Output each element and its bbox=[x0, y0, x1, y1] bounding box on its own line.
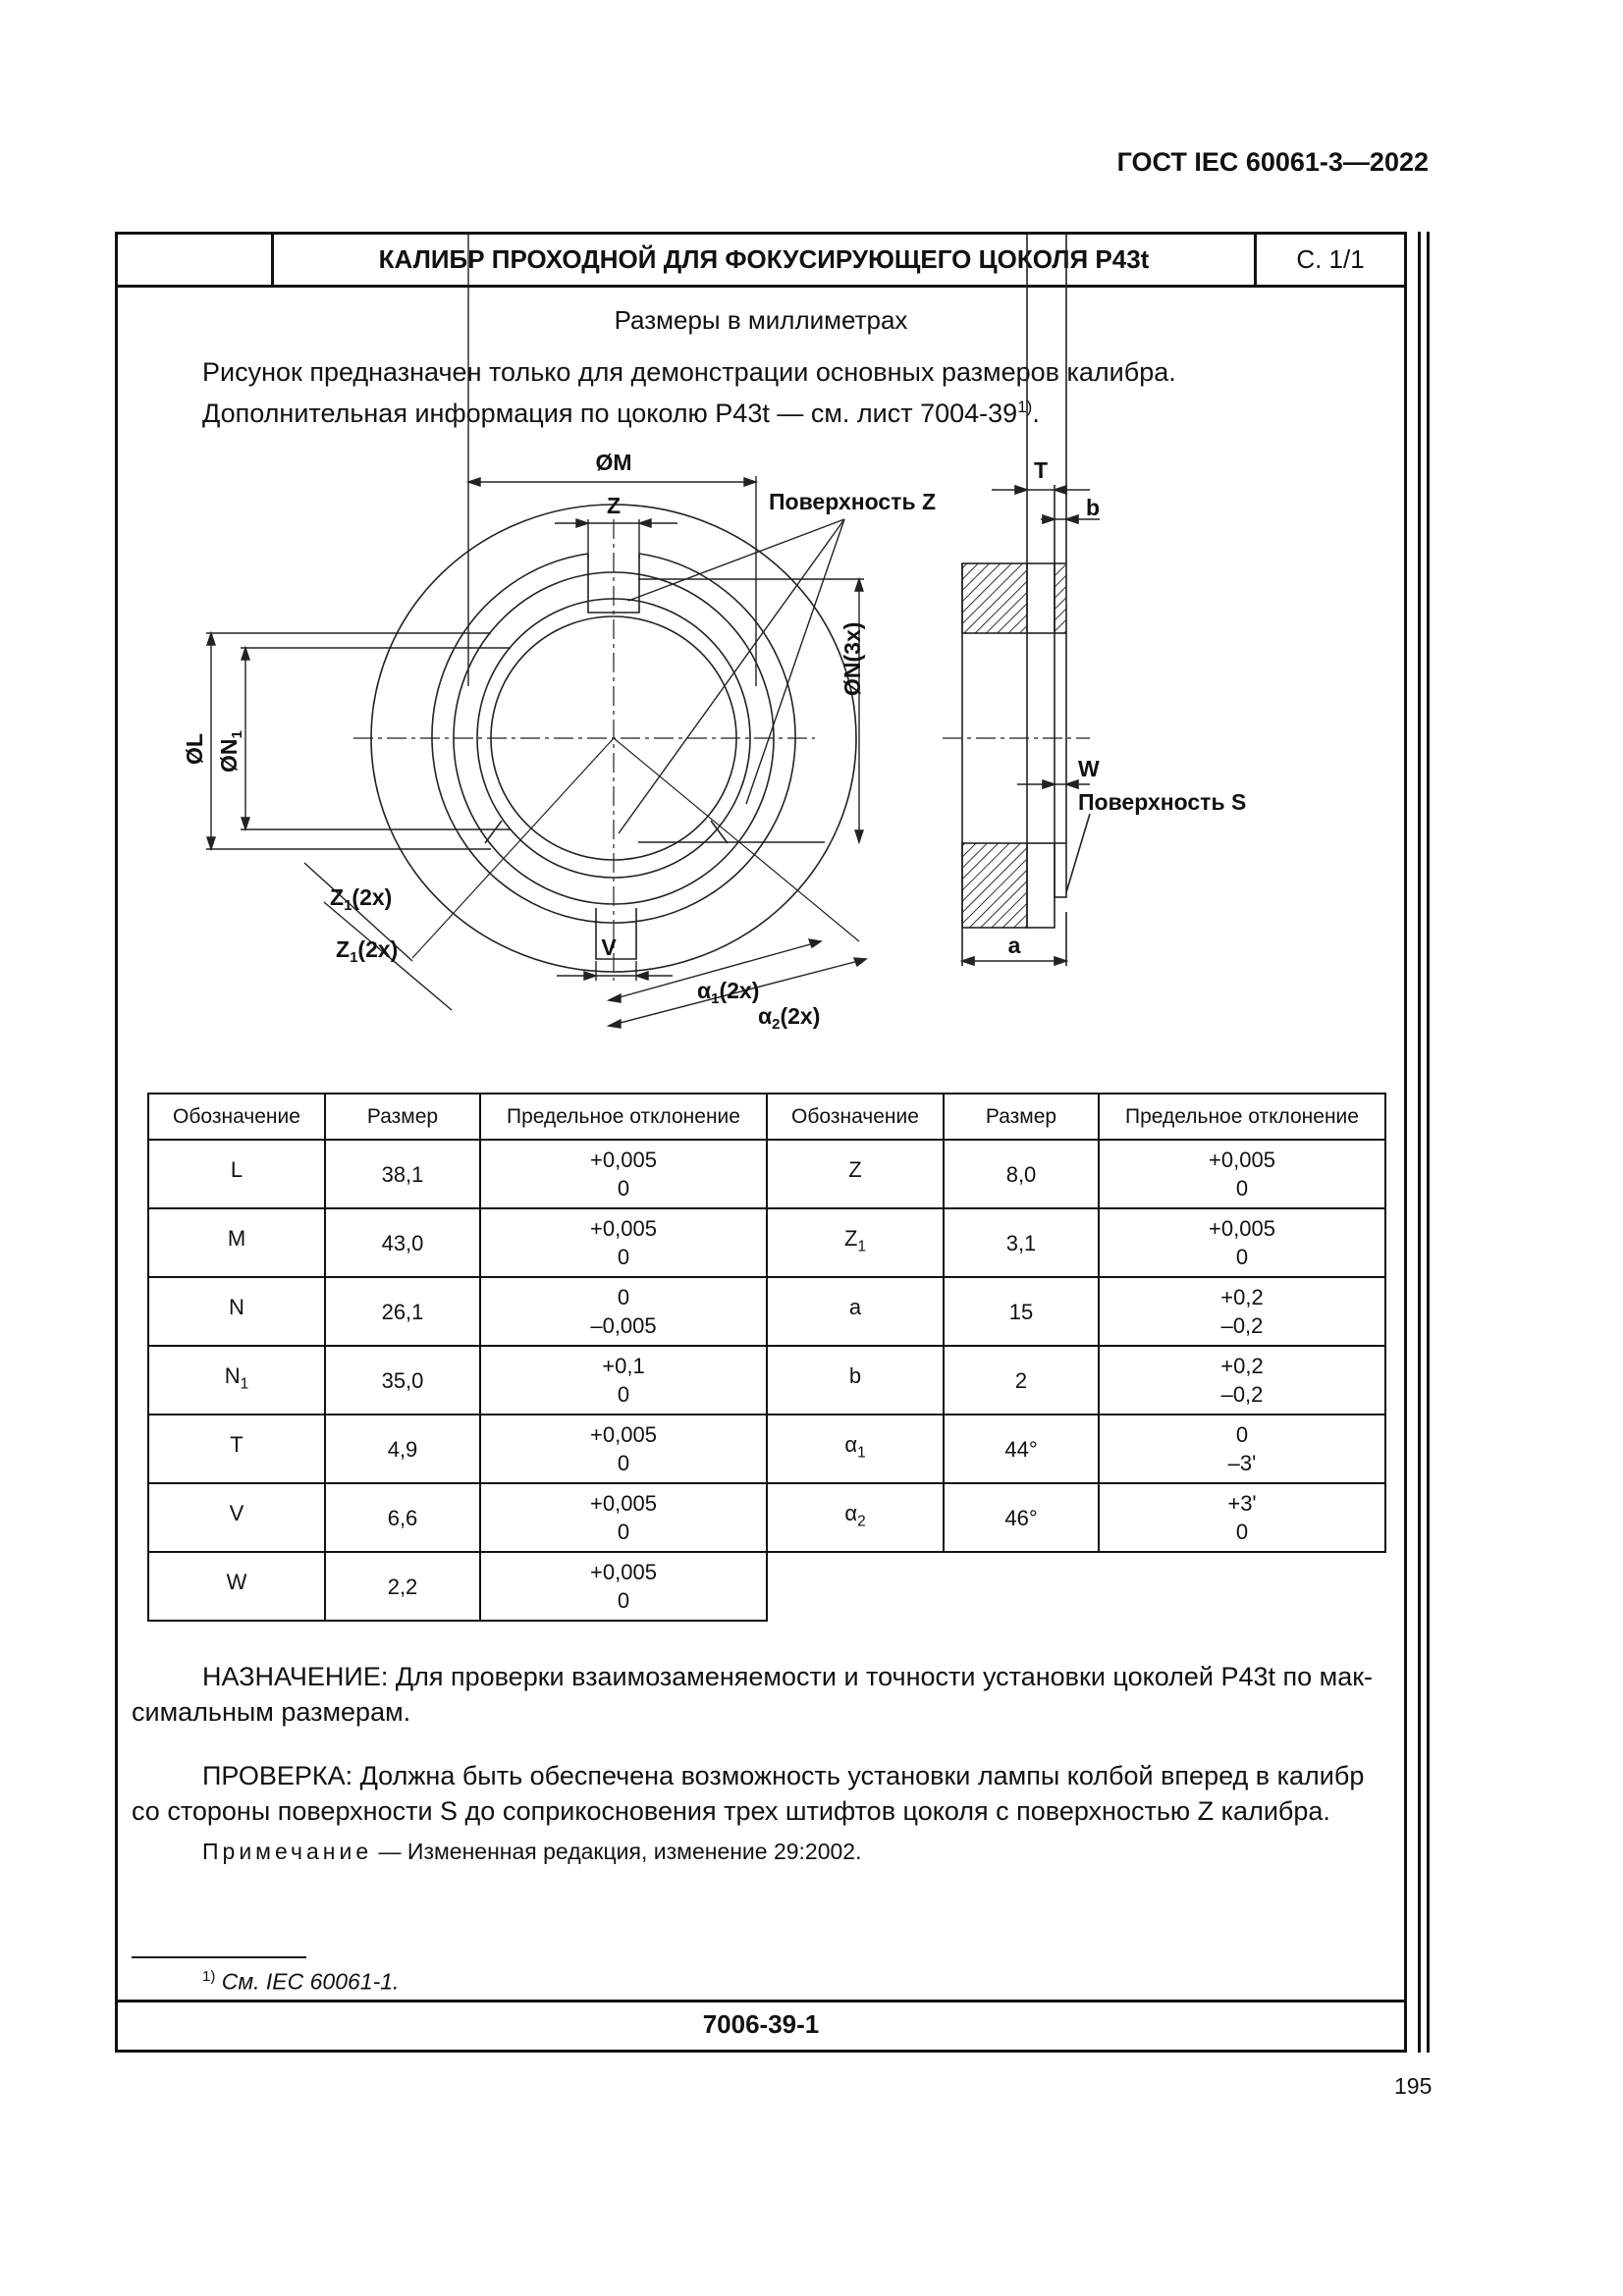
dimensions-table bbox=[147, 1093, 1386, 1622]
upper-deviation: 0 bbox=[617, 1285, 630, 1309]
designation-symbol: W bbox=[226, 1570, 247, 1595]
upper-deviation: 0 bbox=[1235, 1422, 1249, 1447]
right-designation bbox=[767, 1346, 944, 1415]
designation-subscript: 1 bbox=[857, 1238, 866, 1255]
table-header-cell: Обозначение bbox=[767, 1094, 944, 1140]
label-V: V bbox=[601, 934, 617, 960]
label-a: a bbox=[1007, 933, 1021, 958]
lower-deviation: 0 bbox=[617, 1176, 630, 1201]
label-Z1-lower bbox=[336, 936, 398, 966]
upper-deviation: +0,005 bbox=[1209, 1148, 1275, 1172]
sheet-code: 7006-39-1 bbox=[702, 2009, 820, 2039]
label-Z1-upper-tail: (2x) bbox=[352, 884, 393, 910]
upper-deviation: +3' bbox=[1227, 1491, 1257, 1516]
left-size: 35,0 bbox=[325, 1346, 480, 1415]
upper-deviation: +0,2 bbox=[1220, 1354, 1264, 1378]
lower-deviation: –0,2 bbox=[1220, 1382, 1264, 1407]
bottom-title-block bbox=[118, 2000, 1404, 2050]
gauge-drawing bbox=[118, 235, 1404, 1079]
table-row bbox=[148, 1552, 1385, 1621]
table-header-cell: Предельное отклонение bbox=[480, 1094, 767, 1140]
right-tolerance bbox=[1099, 1208, 1385, 1277]
left-designation bbox=[148, 1277, 325, 1346]
designation-symbol: T bbox=[230, 1432, 243, 1458]
left-tolerance bbox=[480, 1552, 767, 1621]
right-tolerance bbox=[1099, 1277, 1385, 1346]
upper-deviation: +0,005 bbox=[590, 1216, 657, 1241]
designation-symbol: V bbox=[229, 1501, 244, 1526]
table-row bbox=[148, 1140, 1385, 1208]
designation-symbol: Z bbox=[843, 1226, 858, 1252]
left-designation bbox=[148, 1483, 325, 1552]
label-Z1-upper bbox=[330, 884, 392, 914]
standard-header: ГОСТ IEC 60061-3—2022 bbox=[1116, 147, 1429, 177]
designation-subscript: 1 bbox=[240, 1375, 249, 1393]
sheet-frame bbox=[115, 232, 1407, 2053]
lower-deviation: 0 bbox=[1235, 1245, 1249, 1269]
empty-cell bbox=[767, 1552, 944, 1621]
label-alpha2-tail: (2x) bbox=[780, 1003, 821, 1029]
note-label: Примечание bbox=[202, 1839, 373, 1864]
purpose-paragraph bbox=[132, 1659, 1398, 1730]
purpose-line-2: симальным размерам. bbox=[132, 1697, 411, 1727]
left-size: 43,0 bbox=[325, 1208, 480, 1277]
table-row bbox=[148, 1346, 1385, 1415]
label-alpha2-sub: 2 bbox=[772, 1016, 781, 1033]
designation-symbol: N bbox=[229, 1295, 244, 1320]
right-size: 2 bbox=[944, 1346, 1099, 1415]
label-Z1-lower-tail: (2x) bbox=[357, 936, 399, 962]
check-line-2: со стороны поверхности S до соприкосновения трех штифтов цоколя с поверхностью Z калибра. bbox=[132, 1796, 1330, 1826]
empty-cell bbox=[944, 1552, 1099, 1621]
lower-deviation: 0 bbox=[617, 1588, 630, 1613]
check-paragraph bbox=[132, 1758, 1398, 1829]
left-tolerance bbox=[480, 1346, 767, 1415]
left-designation bbox=[148, 1346, 325, 1415]
footnote-separator bbox=[132, 1956, 306, 1958]
section-flange-bottom bbox=[1055, 843, 1066, 897]
label-N1-main: ØN bbox=[216, 738, 242, 773]
frame-double-line bbox=[1427, 232, 1430, 2053]
table-row bbox=[148, 1415, 1385, 1483]
label-N1-sub: 1 bbox=[229, 730, 245, 739]
designation-symbol: α bbox=[844, 1432, 858, 1458]
lower-deviation: –3' bbox=[1227, 1451, 1257, 1475]
left-size: 26,1 bbox=[325, 1277, 480, 1346]
label-alpha1 bbox=[697, 978, 759, 1007]
designation-symbol: α bbox=[844, 1501, 858, 1526]
label-surface-z: Поверхность Z bbox=[769, 489, 937, 514]
table-header-cell: Обозначение bbox=[148, 1094, 325, 1140]
section-rim-bottom bbox=[1027, 843, 1055, 928]
intro-line-2-text: Дополнительная информация по цоколю Р43t — см. лист 7004-39 bbox=[202, 399, 1018, 428]
table-row bbox=[148, 1483, 1385, 1552]
sheet-title: КАЛИБР ПРОХОДНОЙ ДЛЯ ФОКУСИРУЮЩЕГО ЦОКОЛЯ Р43t bbox=[378, 244, 1150, 274]
label-Z1-lower-main: Z bbox=[336, 936, 351, 962]
label-N3x: ØN(3x) bbox=[839, 621, 865, 696]
right-tolerance bbox=[1099, 1483, 1385, 1552]
lower-deviation: 0 bbox=[617, 1451, 630, 1475]
sheet-index: С. 1/1 bbox=[1296, 244, 1365, 274]
label-T: T bbox=[1033, 457, 1049, 483]
designation-symbol: M bbox=[227, 1226, 246, 1252]
section-hatch-top bbox=[962, 563, 1027, 633]
right-size: 3,1 bbox=[944, 1208, 1099, 1277]
table-header-cell: Размер bbox=[944, 1094, 1099, 1140]
units-note: Размеры в миллиметрах bbox=[614, 305, 908, 335]
label-Z1-upper-sub: 1 bbox=[344, 897, 352, 914]
section-flange-top bbox=[1055, 563, 1066, 633]
left-designation bbox=[148, 1140, 325, 1208]
section-hatch-bottom bbox=[962, 843, 1027, 928]
right-designation bbox=[767, 1415, 944, 1483]
label-M: ØM bbox=[595, 450, 632, 475]
label-alpha1-main: α bbox=[697, 978, 712, 1003]
left-designation bbox=[148, 1415, 325, 1483]
right-size: 46° bbox=[944, 1483, 1099, 1552]
lower-deviation: 0 bbox=[617, 1245, 630, 1269]
footnote-ref: 1) bbox=[1017, 398, 1033, 416]
label-alpha1-tail: (2x) bbox=[719, 978, 760, 1003]
upper-deviation: +0,005 bbox=[1209, 1216, 1275, 1241]
upper-deviation: +0,1 bbox=[602, 1354, 645, 1378]
right-designation bbox=[767, 1208, 944, 1277]
lower-deviation: 0 bbox=[617, 1382, 630, 1407]
label-surface-s: Поверхность S bbox=[1078, 789, 1247, 815]
table-row bbox=[148, 1277, 1385, 1346]
frame-double-line bbox=[1418, 232, 1421, 2053]
designation-symbol: a bbox=[848, 1295, 862, 1320]
label-Z1-upper-main: Z bbox=[330, 884, 345, 910]
lower-deviation: –0,2 bbox=[1220, 1313, 1264, 1338]
upper-deviation: +0,005 bbox=[590, 1560, 657, 1584]
left-tolerance bbox=[480, 1140, 767, 1208]
lower-deviation: 0 bbox=[617, 1520, 630, 1544]
right-designation bbox=[767, 1140, 944, 1208]
right-tolerance bbox=[1099, 1140, 1385, 1208]
footnote bbox=[202, 1968, 399, 1996]
purpose-line-1: НАЗНАЧЕНИЕ: Для проверки взаимозаменяемости и точности установки цоколей Р43t по мак- bbox=[202, 1662, 1374, 1691]
page-number: 195 bbox=[1394, 2073, 1433, 2099]
alpha-line-left bbox=[412, 738, 614, 958]
left-designation bbox=[148, 1208, 325, 1277]
lower-deviation: 0 bbox=[1235, 1176, 1249, 1201]
label-b: b bbox=[1086, 495, 1101, 520]
drawing-labels bbox=[182, 450, 1246, 1033]
upper-deviation: +0,005 bbox=[590, 1491, 657, 1516]
left-size: 38,1 bbox=[325, 1140, 480, 1208]
intro-line-1: Рисунок предназначен только для демонстрации основных размеров калибра. bbox=[202, 357, 1176, 387]
upper-deviation: +0,2 bbox=[1220, 1285, 1264, 1309]
footnote-mark: 1) bbox=[202, 1968, 216, 1985]
right-size: 15 bbox=[944, 1277, 1099, 1346]
left-size: 6,6 bbox=[325, 1483, 480, 1552]
designation-subscript: 2 bbox=[857, 1513, 866, 1530]
empty-cell bbox=[1099, 1552, 1385, 1621]
front-view bbox=[353, 505, 859, 981]
label-alpha1-sub: 1 bbox=[711, 990, 720, 1007]
left-tolerance bbox=[480, 1277, 767, 1346]
left-size: 4,9 bbox=[325, 1415, 480, 1483]
label-Z: Z bbox=[606, 493, 622, 518]
left-tolerance bbox=[480, 1208, 767, 1277]
table-header-cell: Размер bbox=[325, 1094, 480, 1140]
right-tolerance bbox=[1099, 1346, 1385, 1415]
right-designation bbox=[767, 1483, 944, 1552]
upper-deviation: +0,005 bbox=[590, 1422, 657, 1447]
lower-deviation: –0,005 bbox=[590, 1313, 657, 1338]
table-row bbox=[148, 1208, 1385, 1277]
section-view bbox=[943, 235, 1100, 966]
label-L: ØL bbox=[182, 733, 207, 765]
label-W: W bbox=[1078, 756, 1100, 781]
right-size: 44° bbox=[944, 1415, 1099, 1483]
note-text: — Измененная редакция, изменение 29:2002. bbox=[372, 1839, 862, 1864]
left-tolerance bbox=[480, 1415, 767, 1483]
alpha-line-right bbox=[614, 738, 859, 941]
designation-symbol: N bbox=[224, 1363, 241, 1389]
right-size: 8,0 bbox=[944, 1140, 1099, 1208]
table-header-cell: Предельное отклонение bbox=[1099, 1094, 1385, 1140]
intro-line-2-end: . bbox=[1032, 399, 1040, 428]
left-tolerance bbox=[480, 1483, 767, 1552]
check-line-1: ПРОВЕРКА: Должна быть обеспечена возможность установки лампы колбой вперед в калибр bbox=[202, 1761, 1365, 1790]
dimension-lines bbox=[206, 235, 866, 1028]
label-Z1-lower-sub: 1 bbox=[350, 949, 358, 966]
lower-deviation: 0 bbox=[1235, 1520, 1249, 1544]
section-rim-top bbox=[1027, 563, 1055, 633]
right-tolerance bbox=[1099, 1415, 1385, 1483]
upper-deviation: +0,005 bbox=[590, 1148, 657, 1172]
designation-subscript: 1 bbox=[857, 1444, 866, 1462]
left-designation bbox=[148, 1552, 325, 1621]
designation-symbol: b bbox=[848, 1363, 862, 1389]
label-alpha2 bbox=[758, 1003, 820, 1033]
left-size: 2,2 bbox=[325, 1552, 480, 1621]
table-header-row bbox=[148, 1094, 1385, 1140]
note bbox=[202, 1839, 862, 1865]
label-N1 bbox=[216, 730, 245, 773]
label-alpha2-main: α bbox=[758, 1003, 773, 1029]
right-designation bbox=[767, 1277, 944, 1346]
designation-symbol: L bbox=[230, 1157, 243, 1183]
footnote-text: См. IEC 60061-1. bbox=[215, 1968, 400, 1995]
designation-symbol: Z bbox=[848, 1157, 862, 1183]
